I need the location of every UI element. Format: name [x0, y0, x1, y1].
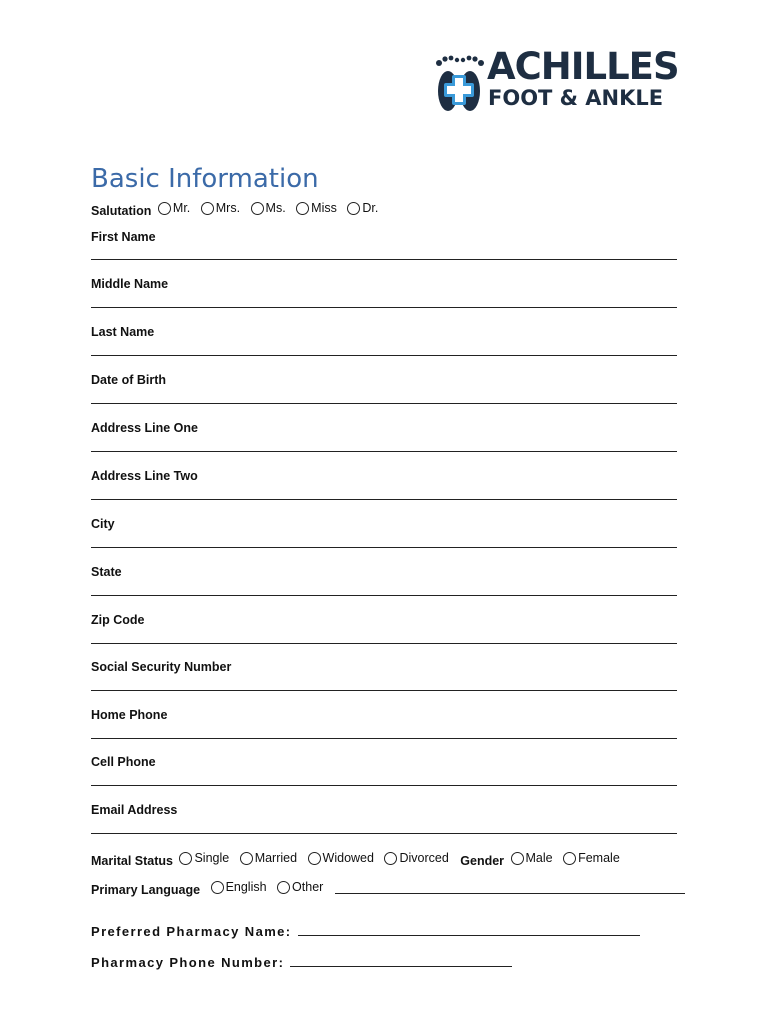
marital-status-label: Marital Status [91, 854, 173, 868]
radio-circle-icon[interactable] [511, 852, 524, 865]
radio-circle-icon[interactable] [179, 852, 192, 865]
middle-name-field[interactable] [91, 307, 677, 308]
salutation-option-miss[interactable]: Miss [293, 201, 337, 216]
date-of-birth-label: Date of Birth [91, 373, 166, 387]
radio-circle-icon[interactable] [158, 202, 171, 215]
pharmacy-phone-field[interactable] [290, 954, 512, 967]
radio-circle-icon[interactable] [347, 202, 360, 215]
state-field[interactable] [91, 595, 677, 596]
radio-circle-icon[interactable] [201, 202, 214, 215]
address-line-two-label: Address Line Two [91, 469, 198, 483]
gender-option-female[interactable]: Female [560, 851, 620, 866]
primary-language-row [91, 880, 685, 898]
home-phone-label: Home Phone [91, 708, 168, 722]
radio-circle-icon[interactable] [563, 852, 576, 865]
gender-option-male[interactable]: Male [508, 851, 553, 866]
middle-name-label: Middle Name [91, 277, 169, 291]
home-phone-field[interactable] [91, 738, 677, 739]
achilles-logo [430, 45, 680, 120]
salutation-row [91, 201, 382, 219]
zip-code-field[interactable] [91, 643, 677, 644]
city-field[interactable] [91, 547, 677, 548]
radio-circle-icon[interactable] [296, 202, 309, 215]
address-line-one-label: Address Line One [91, 421, 198, 435]
radio-circle-icon[interactable] [308, 852, 321, 865]
ssn-label: Social Security Number [91, 660, 232, 674]
pharmacy-name-row [91, 923, 640, 939]
state-label: State [91, 565, 122, 579]
radio-circle-icon[interactable] [384, 852, 397, 865]
radio-circle-icon[interactable] [251, 202, 264, 215]
radio-circle-icon[interactable] [211, 881, 224, 894]
salutation-option-mrs[interactable]: Mrs. [198, 201, 240, 216]
language-option-other[interactable]: Other [274, 880, 323, 895]
pharmacy-name-label: Preferred Pharmacy Name: [91, 924, 292, 939]
first-name-field[interactable] [91, 259, 677, 260]
last-name-field[interactable] [91, 355, 677, 356]
zip-code-label: Zip Code [91, 613, 145, 627]
date-of-birth-field[interactable] [91, 403, 677, 404]
pharmacy-phone-row [91, 954, 512, 970]
gender-label: Gender [460, 854, 505, 868]
ssn-field[interactable] [91, 690, 677, 691]
logo-wordmark-line2: FOOT & ANKLE [488, 86, 664, 110]
pharmacy-name-field[interactable] [298, 923, 640, 936]
first-name-label: First Name [91, 230, 156, 244]
logo-wordmark-line1: ACHILLES [487, 45, 679, 88]
radio-circle-icon[interactable] [240, 852, 253, 865]
primary-language-label: Primary Language [91, 883, 201, 897]
marital-option-widowed[interactable]: Widowed [305, 851, 374, 866]
salutation-option-dr[interactable]: Dr. [344, 201, 378, 216]
address-line-two-field[interactable] [91, 499, 677, 500]
last-name-label: Last Name [91, 325, 155, 339]
cell-phone-label: Cell Phone [91, 755, 156, 769]
marital-option-single[interactable]: Single [176, 851, 229, 866]
cell-phone-field[interactable] [91, 785, 677, 786]
city-label: City [91, 517, 115, 531]
marital-gender-row [91, 851, 624, 869]
salutation-option-mr[interactable]: Mr. [155, 201, 190, 216]
pharmacy-phone-label: Pharmacy Phone Number: [91, 955, 285, 970]
salutation-label: Salutation [91, 204, 152, 218]
language-option-english[interactable]: English [208, 880, 267, 895]
section-title: Basic Information [91, 164, 319, 194]
salutation-option-ms[interactable]: Ms. [248, 201, 286, 216]
marital-option-divorced[interactable]: Divorced [381, 851, 448, 866]
email-address-field[interactable] [91, 833, 677, 834]
email-address-label: Email Address [91, 803, 178, 817]
feet-logo-icon [430, 49, 490, 117]
address-line-one-field[interactable] [91, 451, 677, 452]
radio-circle-icon[interactable] [277, 881, 290, 894]
marital-option-married[interactable]: Married [237, 851, 297, 866]
other-language-field[interactable] [335, 882, 685, 894]
